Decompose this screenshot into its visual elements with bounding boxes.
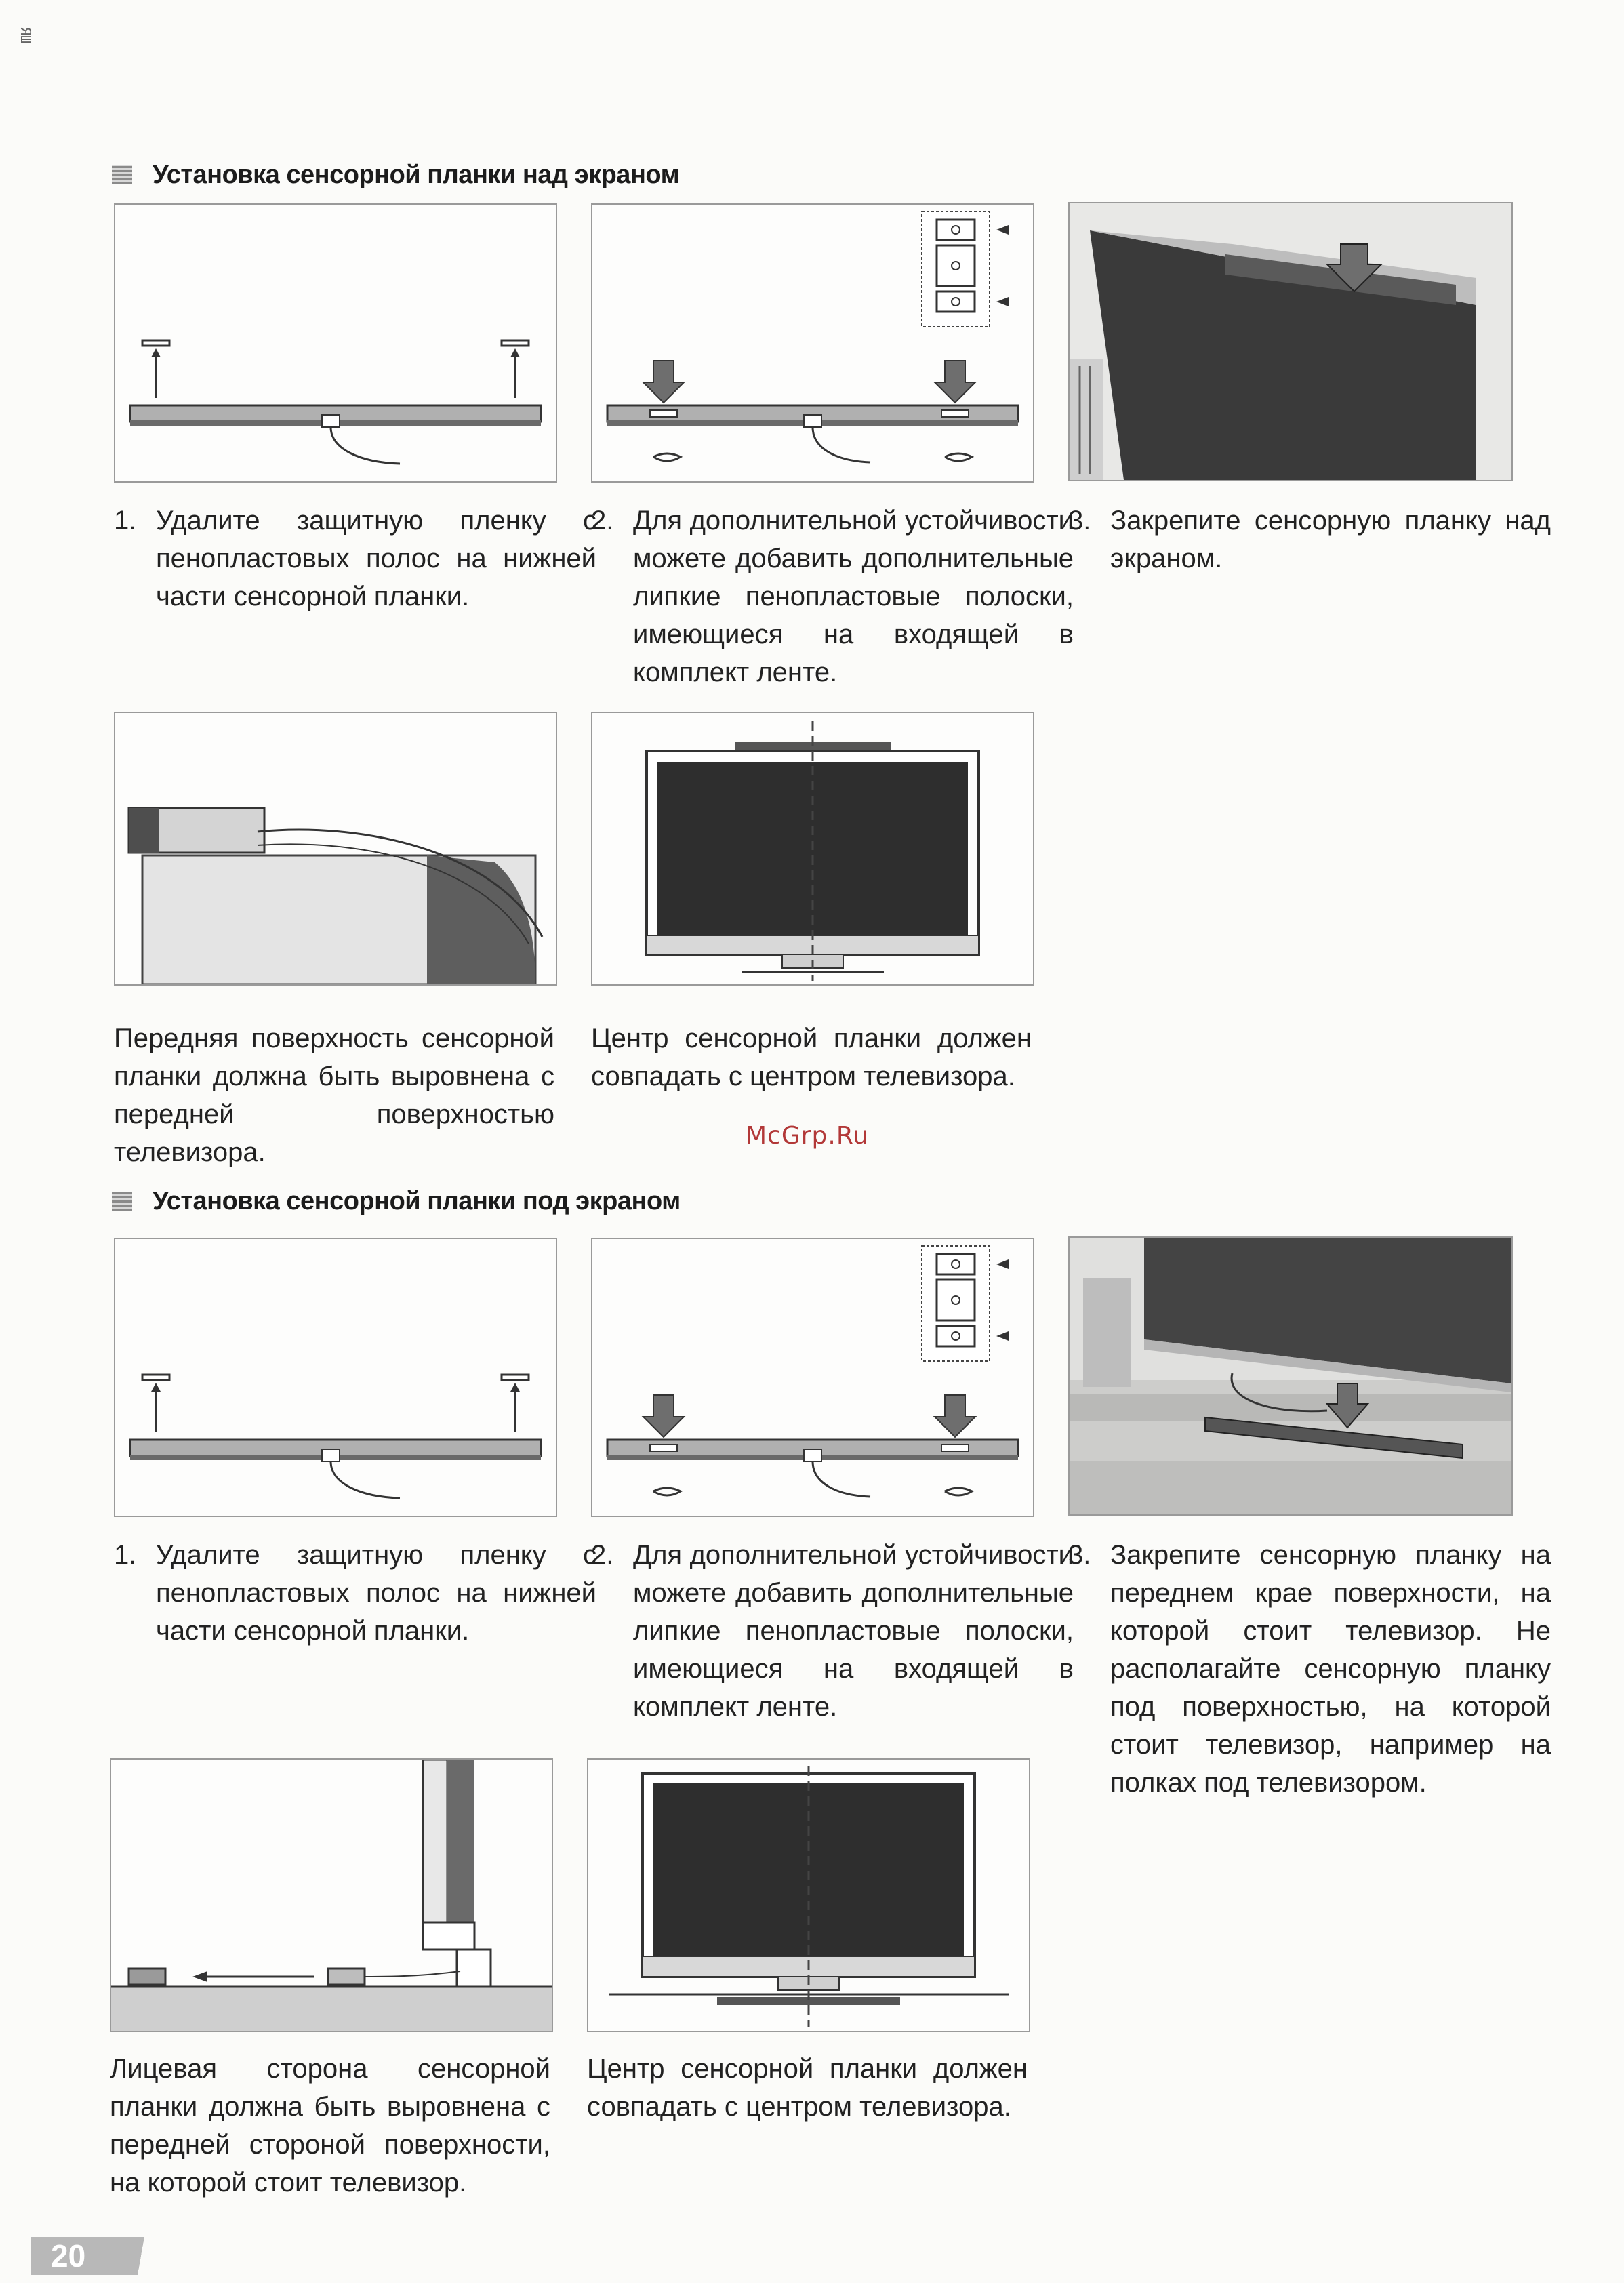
page-number [31,2237,186,2275]
s1-step3-caption [1068,502,1551,578]
section1-heading [112,155,679,195]
s1-step3-text: Закрепите сенсорную планку над экраном. [1110,506,1551,573]
figure-front-alignment [114,712,557,986]
figure-remove-film-2 [114,1238,557,1517]
s1-note-center: Центр сенсорной планки должен совпадать с центром телевизора. [591,1024,1032,1091]
figure-add-strips [591,203,1034,483]
s2-step3-caption [1068,1536,1551,1802]
section1-title: Установка сенсорной планки над экраном [153,160,680,189]
figure-shelf-front-alignment [110,1758,553,2032]
s1-step1-text: Удалите защитную пленку с пенопластовых полос на нижней части сенсорной планки. [156,506,596,611]
figure-center-alignment-top [591,712,1034,986]
tv-top-mount-photo [1070,203,1511,480]
s2-step1-number: 1. [114,1540,137,1570]
s2-step3-text: Закрепите сенсорную планку на переднем крае поверхности, на которой стоит телевизор. Не располагайте сенсорную планку под поверхностью, на которой стоит телевизор, например на полках под телевизором. [1110,1540,1551,1798]
s1-step2-text: Для дополнительной устойчивости можете добавить дополнительные липкие пенопластовые полоски, имеющиеся на входящей в комплект ленте. [633,506,1074,687]
edge-mark: ЯШ [18,27,34,44]
tv-shelf-mount-photo [1070,1238,1511,1514]
section-marker-icon [112,1192,132,1211]
sensor-bar-peel-illustration [115,205,556,481]
page-number-text: 20 [51,2238,86,2274]
s2-step3-number: 3. [1068,1540,1091,1570]
side-alignment-illustration [115,713,556,984]
s2-step1-text: Удалите защитную пленку с пенопластовых полос на нижней части сенсорной планки. [156,1540,596,1646]
figure-mount-over-screen [1068,202,1513,481]
s1-step1-caption [114,502,596,615]
s2-step1-caption [114,1536,596,1650]
figure-center-alignment-bottom [587,1758,1030,2032]
section-marker-icon [112,165,132,184]
tv-center-bottom-illustration [588,1760,1029,2031]
s2-note-front: Лицевая сторона сенсорной планки должна быть выровнена с передней стороной поверхности, на которой стоит телевизор. [110,2054,550,2198]
s2-note-center: Центр сенсорной планки должен совпадать с центром телевизора. [587,2054,1028,2122]
s2-step2-text: Для дополнительной устойчивости можете добавить дополнительные липкие пенопластовые полоски, имеющиеся на входящей в комплект ленте. [633,1540,1074,1722]
figure-add-strips-2 [591,1238,1034,1517]
s2-step2-caption [591,1536,1074,1726]
shelf-side-alignment-illustration [111,1760,552,2031]
s2-step2-number: 2. [591,1540,614,1570]
section2-title: Установка сенсорной планки под экраном [153,1186,681,1215]
section2-heading [112,1181,681,1221]
sensor-bar-strips-illustration [592,205,1033,481]
s1-step2-number: 2. [591,506,614,536]
tv-center-top-illustration [592,713,1033,984]
sensor-bar-peel-illustration-2 [115,1239,556,1516]
s1-note-front: Передняя поверхность сенсорной планки должна быть выровнена с передней поверхностью телевизора. [114,1024,554,1167]
s1-step3-number: 3. [1068,506,1091,536]
sensor-bar-strips-illustration-2 [592,1239,1033,1516]
figure-mount-on-shelf [1068,1236,1513,1516]
s1-step2-caption [591,502,1074,691]
watermark: McGrp.Ru [746,1122,870,1150]
s1-step1-number: 1. [114,506,137,536]
figure-remove-film [114,203,557,483]
